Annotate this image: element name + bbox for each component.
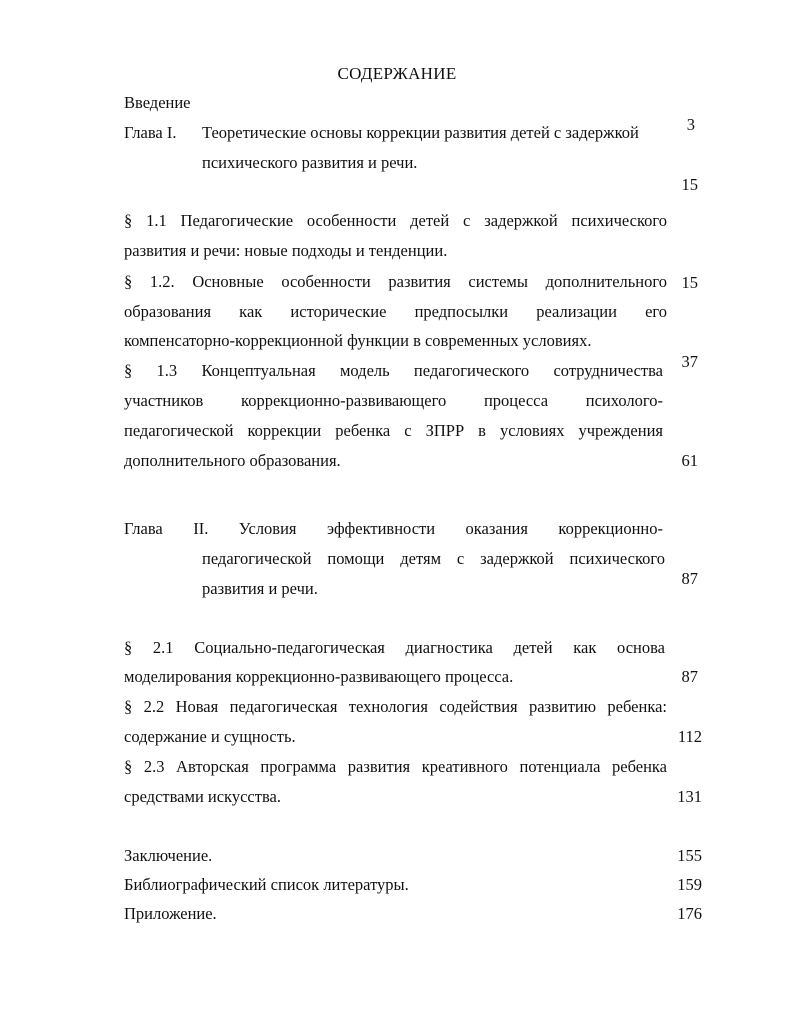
toc-chapter1-line2: психического развития и речи.	[202, 153, 418, 172]
toc-chapter1-line1: Теоретические основы коррекции развития детей с задержкой	[202, 123, 639, 142]
toc-s11-line1: § 1.1 Педагогические особенности детей с задержкой психического	[124, 211, 667, 230]
toc-s21-page: 87	[681, 667, 698, 686]
toc-s23-line1: § 2.3 Авторская программа развития креативного потенциала ребенка	[124, 757, 667, 776]
toc-appendix-label: Приложение.	[124, 904, 217, 923]
toc-s13-line2: участников коррекционно-развивающего процесса психолого-	[124, 391, 663, 410]
toc-s21-line2: моделирования коррекционно-развивающего процесса.	[124, 667, 514, 686]
toc-s13-page: 61	[681, 451, 698, 470]
toc-appendix-page: 176	[677, 904, 702, 923]
toc-intro-page: 3	[686, 115, 695, 134]
toc-chapter2-line2: педагогической помощи детям с задержкой психического	[202, 549, 665, 568]
toc-s12-line3: компенсаторно-коррекционной функции в современных условиях.	[124, 331, 592, 350]
toc-s22-line2: содержание и сущность.	[124, 727, 296, 746]
toc-conclusion-page: 155	[677, 846, 702, 865]
toc-s22-page: 112	[677, 727, 702, 746]
toc-chapter2-page: 87	[681, 569, 698, 588]
toc-s11-page: 15	[681, 273, 698, 292]
page-title: СОДЕРЖАНИЕ	[337, 64, 457, 83]
toc-bibliography-label: Библиографический список литературы.	[124, 875, 409, 894]
toc-conclusion-label: Заключение.	[124, 846, 213, 865]
toc-s12-line1: § 1.2. Основные особенности развития системы дополнительного	[124, 272, 667, 291]
toc-chapter1-label: Глава I.	[124, 123, 177, 142]
toc-s23-line2: средствами искусства.	[124, 787, 281, 806]
toc-chapter2-line1: Глава II. Условия эффективности оказания коррекционно-	[124, 519, 663, 538]
toc-s13-line4: дополнительного образования.	[124, 451, 341, 470]
toc-s21-line1: § 2.1 Социально-педагогическая диагностика детей как основа	[124, 638, 665, 657]
toc-s22-line1: § 2.2 Новая педагогическая технология содействия развитию ребенка:	[124, 697, 667, 716]
toc-intro-label: Введение	[124, 93, 191, 112]
toc-bibliography-page: 159	[677, 875, 702, 894]
toc-s12-line2: образования как исторические предпосылки реализации его	[124, 302, 667, 321]
toc-s13-line1: § 1.3 Концептуальная модель педагогического сотрудничества	[124, 361, 663, 380]
toc-s13-line3: педагогической коррекции ребенка с ЗПРР в условиях учреждения	[124, 421, 663, 440]
toc-s11-line2: развития и речи: новые подходы и тенденции.	[124, 241, 448, 260]
toc-s23-page: 131	[677, 787, 702, 806]
toc-chapter2-line3: развития и речи.	[202, 579, 318, 598]
toc-chapter1-page: 15	[681, 175, 698, 194]
toc-s12-page: 37	[681, 352, 698, 371]
